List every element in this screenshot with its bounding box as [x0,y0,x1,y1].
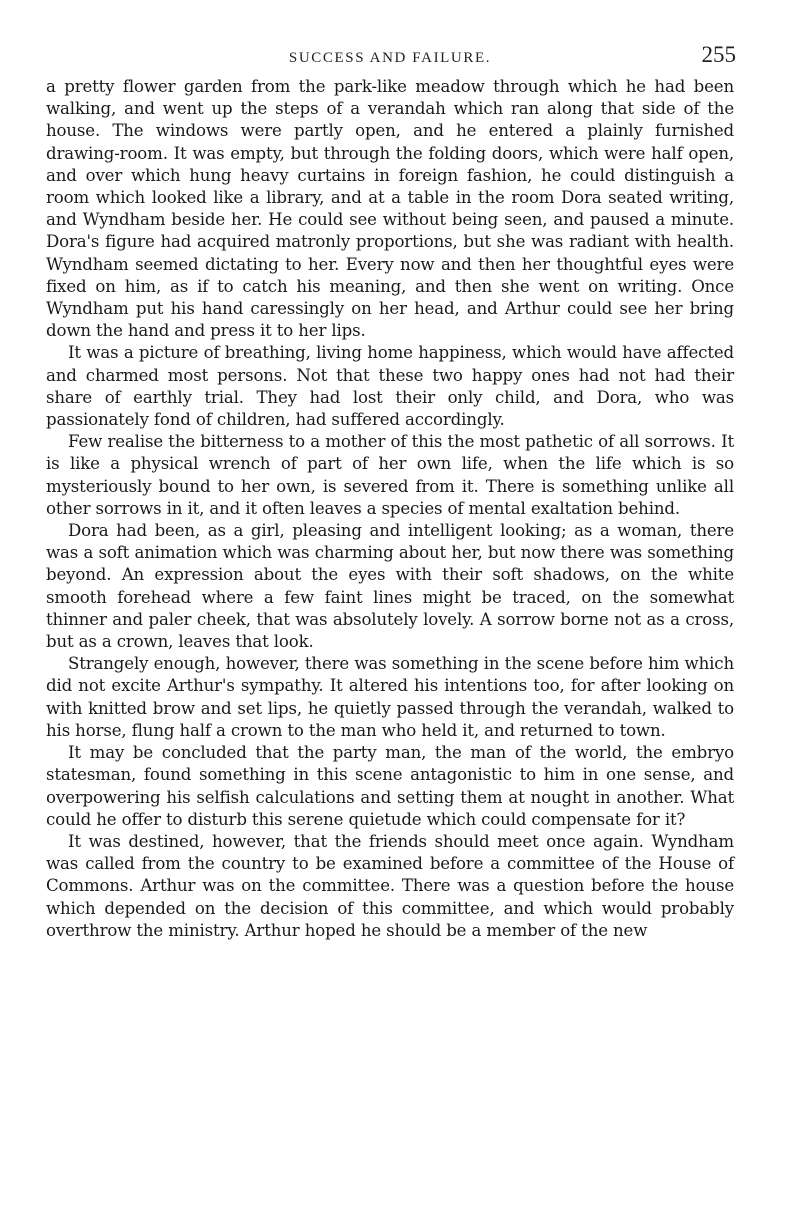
page-header [46,40,734,76]
paragraph: a pretty flower garden from the park-like meadow through which he had been walking, and went up the steps of a verandah which ran along that side of the house. The windows were partly open, and he entered a plainly furnished drawing-room. It was empty, but through the folding doors, which were half open, and over which hung heavy curtains in foreign fashion, he could distinguish a room which looked like a library, and at a table in the room Dora seated writing, and Wyndham beside her. He could see without being seen, and paused a minute. Dora's figure had acquired matronly proportions, but she was radiant with health. Wyndham seemed dictating to her. Every now and then her thoughtful eyes were fixed on him, as if to catch his meaning, and then she went on writing. Once Wyndham put his hand caressingly on her head, and Arthur could see her bring down the hand and press it to her lips. [46,77,734,341]
paragraph: It was a picture of breathing, living home happiness, which would have affected and charmed most persons. Not that these two happy ones had not had their share of earthly trial. They had lost their only child, and Dora, who was passionately fond of children, had suffered accordingly. [46,343,734,430]
page-number: 255 [701,42,736,67]
paragraph: It may be concluded that the party man, the man of the world, the embryo statesman, found something in this scene antagonistic to him in one sense, and overpowering his selfish calculations and setting them at nought in another. What could he offer to disturb this serene quietude which could compensate for it? [46,743,734,829]
paragraph: Strangely enough, however, there was something in the scene before him which did not excite Arthur's sympathy. It altered his intentions too, for after looking on with knitted brow and set lips, he quietly passed through the verandah, walked to his horse, flung half a crown to the man who held it, and returned to town. [46,654,734,740]
paragraph: Few realise the bitterness to a mother of this the most pathetic of all sorrows. It is like a physical wrench of part of her own life, when the life which is so mysteriously bound to her own, is severed from it. There is something unlike all other sorrows in it, and it often leaves a species of mental exaltation behind. [46,432,734,518]
paragraph: Dora had been, as a girl, pleasing and intelligent looking; as a woman, there was a soft animation which was charming about her, but now there was something beyond. An expression about the eyes with their soft shadows, on the white smooth forehead where a few faint lines might be traced, on the somewhat thinner and paler cheek, that was absolutely lovely. A sorrow borne not as a cross, but as a crown, leaves that look. [46,521,734,652]
body-text [46,76,734,942]
running-title: SUCCESS AND FAILURE. [288,50,492,66]
paragraph: It was destined, however, that the friends should meet once again. Wyndham was called from the country to be examined before a committee of the House of Commons. Arthur was on the committee. There was a question before the house which depended on the decision of this committee, and which would probably overthrow the ministry. Arthur hoped he should be a member of the new [46,831,734,940]
book-page [46,40,734,942]
